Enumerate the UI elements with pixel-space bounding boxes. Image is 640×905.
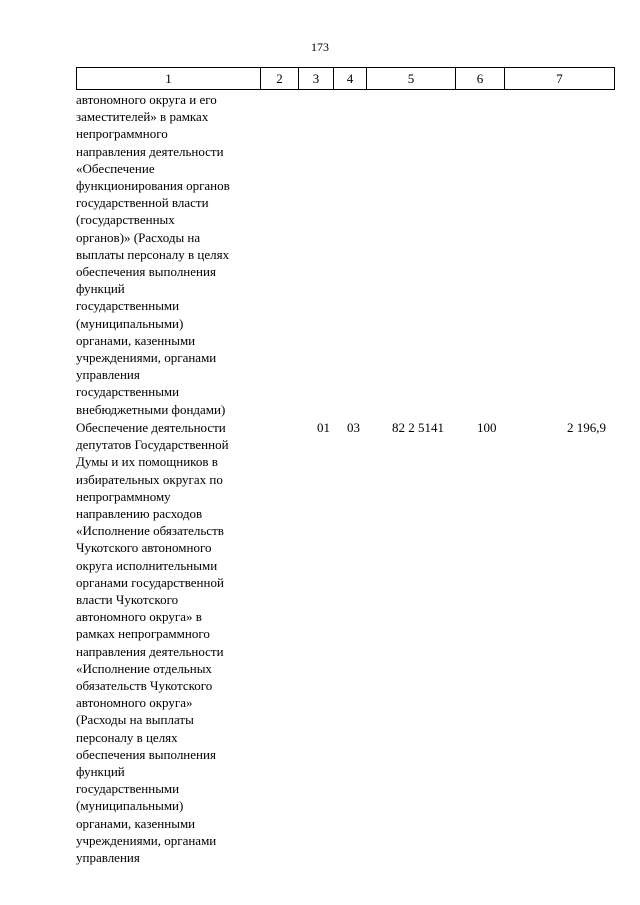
description-line: направлению расходов <box>76 506 203 522</box>
description-line: обеспечения выполнения <box>76 746 216 762</box>
description-line: власти Чукотского <box>76 592 179 608</box>
row-value-section: 01 <box>317 420 330 435</box>
description-line: выплаты персоналу в целях <box>76 246 230 262</box>
column-header-1: 1 <box>77 68 261 90</box>
column-header-2: 2 <box>261 68 299 90</box>
description-line: внебюджетными фондами) <box>76 401 226 417</box>
description-line: обязательств Чукотского <box>76 678 213 694</box>
description-line: учреждениями, органами <box>76 832 217 848</box>
description-line: государственными <box>76 781 180 797</box>
description-line: функций <box>76 281 125 297</box>
description-line: государственной власти <box>76 195 209 211</box>
description-line: автономного округа и его <box>76 92 217 107</box>
description-line: непрограммного <box>76 126 168 142</box>
description-line: органами государственной <box>76 574 224 590</box>
description-line: «Обеспечение <box>76 160 155 176</box>
row-value-amount: 2 196,9 <box>567 420 606 435</box>
description-line: (Расходы на выплаты <box>76 712 194 728</box>
description-line: (муниципальными) <box>76 798 184 814</box>
description-line: (муниципальными) <box>76 315 184 331</box>
description-line: автономного округа» в <box>76 609 202 625</box>
row-description <box>76 419 262 866</box>
description-line: органами, казенными <box>76 815 196 831</box>
column-header-row <box>77 68 615 90</box>
description-line: учреждениями, органами <box>76 350 217 366</box>
description-line: рамках непрограммного <box>76 626 210 642</box>
description-line: органами, казенными <box>76 332 196 348</box>
column-header-5: 5 <box>367 68 456 90</box>
column-header-6: 6 <box>456 68 505 90</box>
row-value-expense-type: 100 <box>477 420 497 435</box>
description-line: избирательных округах по <box>76 471 223 487</box>
column-header-table <box>76 67 615 90</box>
description-line: управления <box>76 850 140 866</box>
description-line: управления <box>76 367 140 383</box>
column-header-3: 3 <box>299 68 334 90</box>
row-value-subsection: 03 <box>347 420 360 435</box>
page-number: 173 <box>311 40 329 54</box>
column-header-4: 4 <box>334 68 367 90</box>
description-line: персоналу в целях <box>76 729 178 745</box>
description-line: государственными <box>76 298 180 314</box>
description-line: округа исполнительными <box>76 557 218 573</box>
row-value-target-article: 82 2 5141 <box>392 420 444 435</box>
column-header-7: 7 <box>505 68 615 90</box>
description-line: направления деятельности <box>76 643 224 659</box>
description-line: непрограммному <box>76 488 171 504</box>
description-line: органов)» (Расходы на <box>76 229 201 245</box>
description-line: Чукотского автономного <box>76 540 212 556</box>
description-line: депутатов Государственной <box>76 437 229 453</box>
description-line: «Исполнение отдельных <box>76 660 212 676</box>
row-description-continued <box>76 91 262 418</box>
description-line: (государственных <box>76 212 175 228</box>
description-line: Думы и их помощников в <box>76 454 218 470</box>
description-line: функций <box>76 764 125 780</box>
description-line: направления деятельности <box>76 143 224 159</box>
description-line: обеспечения выполнения <box>76 264 216 280</box>
description-line: государственными <box>76 384 180 400</box>
description-line: автономного округа» <box>76 695 193 711</box>
description-line: «Исполнение обязательств <box>76 523 224 539</box>
description-line: заместителей» в рамках <box>76 109 209 125</box>
description-line: функционирования органов <box>76 178 230 194</box>
description-line: Обеспечение деятельности <box>76 420 226 435</box>
